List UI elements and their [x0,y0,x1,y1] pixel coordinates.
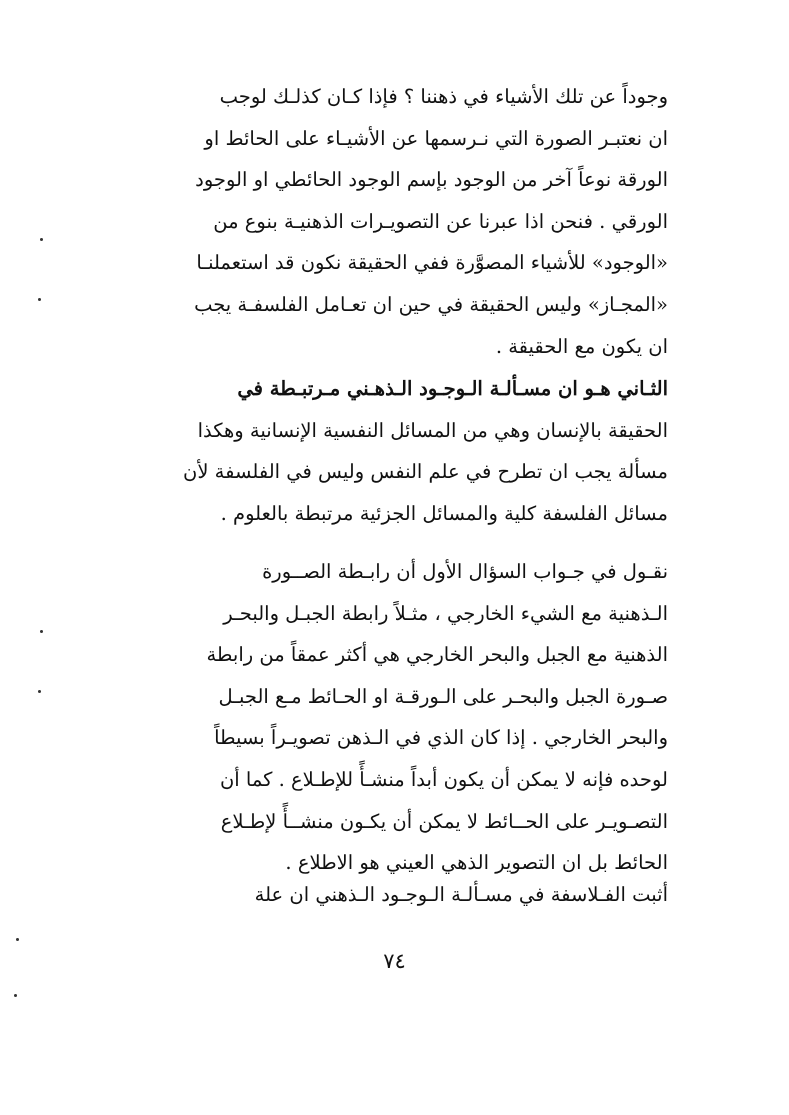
text-line: الـذهنية مع الشيء الخارجي ، مثـلاً رابطة الجبـل والبحـر [223,601,668,625]
text-line: والبحر الخارجي . إذا كان الذي في الـذهن تصويـراً بسيطاً [214,726,668,750]
text-line: الذهنية مع الجبل والبحر الخارجي هي أكثر عمقاً من رابطة [206,643,668,667]
text-line: الورقة نوعاً آخر من الوجود بإسم الوجود الحائطي او الوجود [195,168,668,192]
text-line: أثبت الفـلاسفة في مسـألـة الـوجـود الـذهني ان علة [254,883,668,906]
text-line: «الوجود» للأشياء المصوَّرة ففي الحقيقة نكون قد استعملنـا [196,251,668,275]
text-line: نقـول في جـواب السؤال الأول أن رابـطة الصــورة [262,560,668,583]
scan-speck [14,994,17,997]
text-line: وجوداً عن تلك الأشياء في ذهننا ؟ فإذا كـان كذلـك لوجب [219,85,668,108]
text-line: «المجـاز» وليس الحقيقة في حين ان تعـامل الفلسفـة يجب [194,292,668,316]
text-line: التصـويـر على الحــائط لا يمكن أن يكـون منشــأً لإطـلاع [220,809,668,833]
scan-speck [16,938,19,941]
text-line: الحائط بل ان التصوير الذهي العيني هو الاطلاع . [285,851,668,875]
text-line: مسائل الفلسفة كلية والمسائل الجزئية مرتبطة بالعلوم . [220,501,668,525]
text-line: الحقيقة بالإنسان وهي من المسائل النفسية الإنسانية وهكذا [197,418,668,442]
scan-speck [40,238,43,241]
paragraph-1 [138,76,668,367]
text-line: لوحده فإنه لا يمكن أن يكون أبداً منشـأً للإطـلاع . كما أن [219,767,668,791]
bold-lead-line: الثـاني هـو ان مسـألـة الـوجـود الـذهـني مـرتبـطة في [237,377,668,400]
scan-speck [38,690,41,693]
text-line: ان يكون مع الحقيقة . [495,334,668,358]
scan-speck [38,298,41,301]
paragraph-2 [138,368,668,534]
text-line: صـورة الجبل والبحـر على الـورقـة او الحـائط مـع الجبـل [218,684,668,708]
text-line: الورقي . فنحن اذا عبرنا عن التصويـرات الذهنيـة بنوع من [213,209,668,233]
paragraph-3 [138,551,668,884]
page-number: ٧٤ [383,949,406,973]
text-line: مسألة يجب ان تطرح في علم النفس وليس في الفلسفة لأن [183,460,668,484]
paragraph-4 [138,874,668,916]
scan-speck [40,630,43,633]
text-line: ان نعتبـر الصورة التي نـرسمها عن الأشيـاء على الحائط او [204,126,668,150]
